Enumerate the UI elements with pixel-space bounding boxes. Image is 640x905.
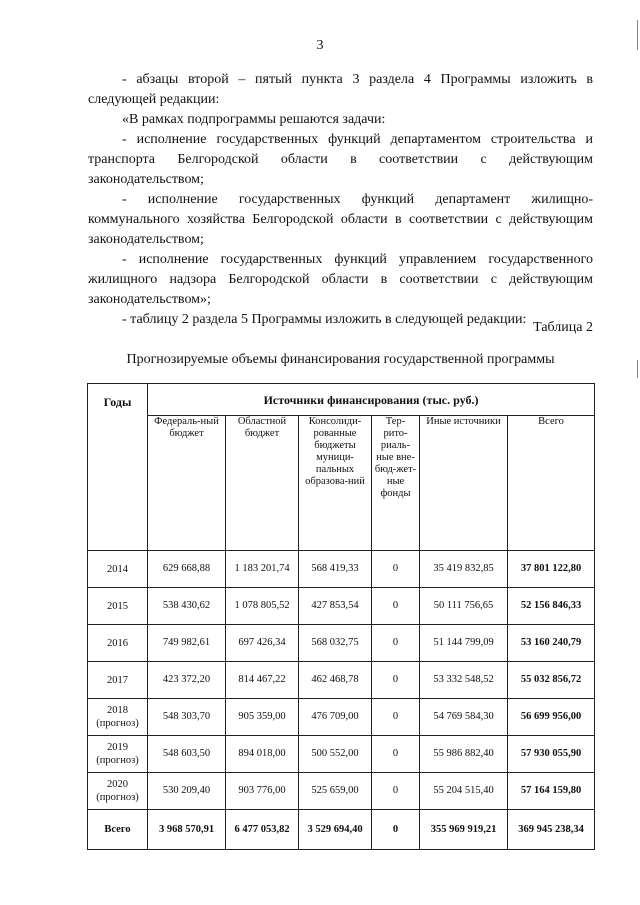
value-cell: 905 359,00 xyxy=(226,699,299,736)
table-row xyxy=(88,773,595,810)
total-label: Всего xyxy=(88,810,148,850)
table-row xyxy=(88,699,595,736)
value-cell: 0 xyxy=(372,588,420,625)
year-cell xyxy=(88,773,148,810)
scan-edge-mark xyxy=(637,20,638,50)
value-cell: 54 769 584,30 xyxy=(420,699,508,736)
value-cell: 530 209,40 xyxy=(148,773,226,810)
column-header: Федераль-ный бюджет xyxy=(148,416,226,551)
table-row xyxy=(88,588,595,625)
value-cell: 548 303,70 xyxy=(148,699,226,736)
column-header: Всего xyxy=(508,416,595,551)
value-cell: 53 160 240,79 xyxy=(508,625,595,662)
year-label: 2015 xyxy=(107,600,128,612)
value-cell: 56 699 956,00 xyxy=(508,699,595,736)
table-row xyxy=(88,625,595,662)
total-cell: 369 945 238,34 xyxy=(508,810,595,850)
value-cell: 697 426,34 xyxy=(226,625,299,662)
total-cell: 3 529 694,40 xyxy=(299,810,372,850)
column-header: Областной бюджет xyxy=(226,416,299,551)
paragraph: - исполнение государственных функций департаментом строительства и транспорта Белгородской области в соответствии с действующим законодательством; xyxy=(88,132,593,187)
financing-table xyxy=(87,383,595,850)
value-cell: 50 111 756,65 xyxy=(420,588,508,625)
column-header: Тер-рито-риаль-ные вне-бюд-жет-ные фонды xyxy=(372,416,420,551)
value-cell: 52 156 846,33 xyxy=(508,588,595,625)
value-cell: 749 982,61 xyxy=(148,625,226,662)
value-cell: 57 930 055,90 xyxy=(508,736,595,773)
value-cell: 476 709,00 xyxy=(299,699,372,736)
page-number: 3 xyxy=(316,38,324,53)
year-cell xyxy=(88,625,148,662)
value-cell: 53 332 548,52 xyxy=(420,662,508,699)
year-cell xyxy=(88,588,148,625)
table-caption: Прогнозируемые объемы финансирования государственной программы xyxy=(126,352,555,367)
value-cell: 55 986 882,40 xyxy=(420,736,508,773)
value-cell: 37 801 122,80 xyxy=(508,551,595,588)
value-cell: 1 183 201,74 xyxy=(226,551,299,588)
year-cell xyxy=(88,736,148,773)
column-header: Иные источники xyxy=(420,416,508,551)
scan-edge-mark xyxy=(637,360,638,378)
value-cell: 0 xyxy=(372,699,420,736)
years-header: Годы xyxy=(88,384,148,551)
total-cell: 0 xyxy=(372,810,420,850)
total-cell: 6 477 053,82 xyxy=(226,810,299,850)
table-row xyxy=(88,551,595,588)
value-cell: 903 776,00 xyxy=(226,773,299,810)
forecast-note: (прогноз) xyxy=(96,792,139,803)
value-cell: 1 078 805,52 xyxy=(226,588,299,625)
year-label: 2018 xyxy=(107,705,128,716)
value-cell: 814 467,22 xyxy=(226,662,299,699)
year-label: 2020 xyxy=(107,779,128,790)
value-cell: 0 xyxy=(372,736,420,773)
value-cell: 568 419,33 xyxy=(299,551,372,588)
total-row xyxy=(88,810,595,850)
value-cell: 548 603,50 xyxy=(148,736,226,773)
value-cell: 55 032 856,72 xyxy=(508,662,595,699)
year-cell xyxy=(88,699,148,736)
value-cell: 51 144 799,09 xyxy=(420,625,508,662)
forecast-note: (прогноз) xyxy=(96,718,139,729)
value-cell: 0 xyxy=(372,625,420,662)
total-cell: 3 968 570,91 xyxy=(148,810,226,850)
sources-header: Источники финансирования (тыс. руб.) xyxy=(148,384,595,416)
value-cell: 568 032,75 xyxy=(299,625,372,662)
value-cell: 0 xyxy=(372,662,420,699)
year-cell xyxy=(88,662,148,699)
total-cell: 355 969 919,21 xyxy=(420,810,508,850)
value-cell: 500 552,00 xyxy=(299,736,372,773)
value-cell: 0 xyxy=(372,551,420,588)
value-cell: 629 668,88 xyxy=(148,551,226,588)
value-cell: 57 164 159,80 xyxy=(508,773,595,810)
forecast-note: (прогноз) xyxy=(96,755,139,766)
value-cell: 55 204 515,40 xyxy=(420,773,508,810)
year-cell xyxy=(88,551,148,588)
paragraph: - исполнение государственных функций управлением государственного жилищного надзора Белгородской области в соответствии с действующим законодательством»; xyxy=(88,252,593,307)
year-label: 2017 xyxy=(107,674,128,686)
year-label: 2019 xyxy=(107,742,128,753)
column-header: Консолиди-рованные бюджеты муници-пальных образова-ний xyxy=(299,416,372,551)
value-cell: 462 468,78 xyxy=(299,662,372,699)
table-row xyxy=(88,662,595,699)
value-cell: 423 372,20 xyxy=(148,662,226,699)
table-label: Таблица 2 xyxy=(533,320,593,335)
year-label: 2014 xyxy=(107,563,128,575)
table-row xyxy=(88,736,595,773)
value-cell: 427 853,54 xyxy=(299,588,372,625)
value-cell: 0 xyxy=(372,773,420,810)
value-cell: 538 430,62 xyxy=(148,588,226,625)
value-cell: 525 659,00 xyxy=(299,773,372,810)
paragraph: - таблицу 2 раздела 5 Программы изложить в следующей редакции: xyxy=(122,312,527,327)
paragraph: - исполнение государственных функций департамент жилищно-коммунального хозяйства Белгородской области в соответствии с действующим законодательством; xyxy=(88,192,593,247)
body-text xyxy=(88,70,593,330)
paragraph: - абзацы второй – пятый пункта 3 раздела 4 Программы изложить в следующей редакции: xyxy=(88,72,593,107)
value-cell: 894 018,00 xyxy=(226,736,299,773)
value-cell: 35 419 832,85 xyxy=(420,551,508,588)
paragraph: «В рамках подпрограммы решаются задачи: xyxy=(122,112,386,127)
year-label: 2016 xyxy=(107,637,128,649)
